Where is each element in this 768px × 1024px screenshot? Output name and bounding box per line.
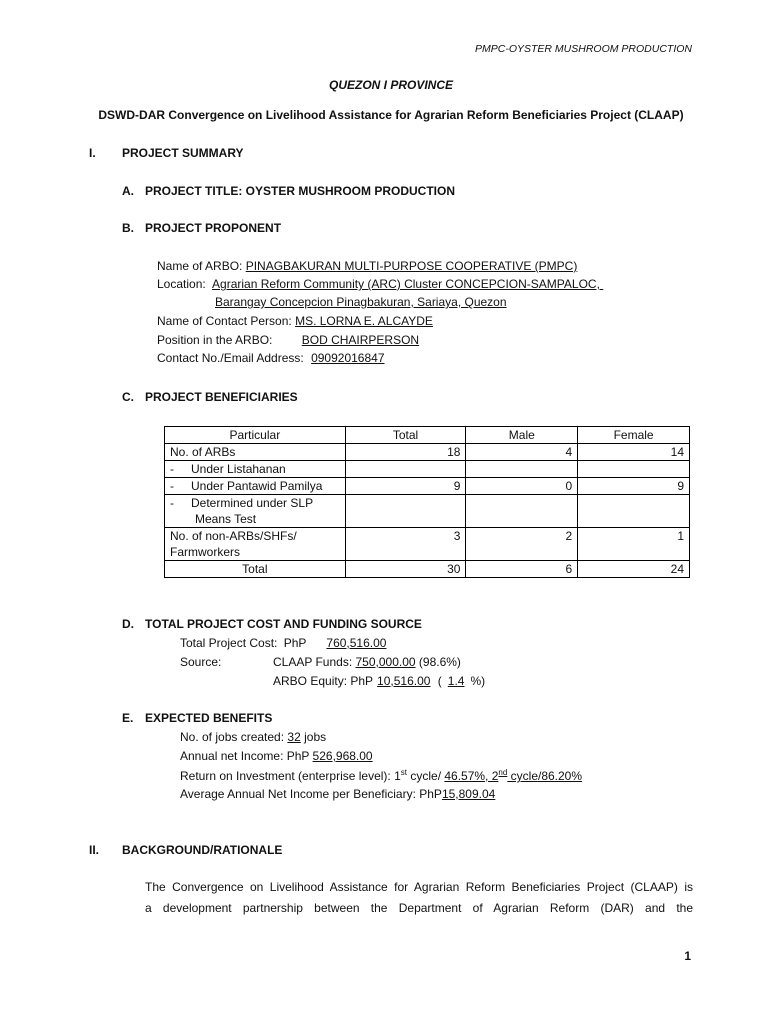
row-label-text: Under Pantawid Pamilya <box>191 479 323 493</box>
row-label-text-2: Means Test <box>195 512 257 526</box>
table-row <box>165 478 690 495</box>
equity-value: 10,516.00 <box>377 674 431 688</box>
income-label: Annual net Income: PhP <box>180 749 310 763</box>
item-letter: B. <box>122 221 134 235</box>
cell-female <box>578 461 690 478</box>
contact-line <box>157 314 611 328</box>
position-value: BOD CHAIRPERSON <box>301 333 420 347</box>
col-header-particular: Particular <box>165 427 346 444</box>
position-label: Position in the ARBO: <box>157 333 273 347</box>
phone-label: Contact No./Email Address: <box>157 351 304 365</box>
position-line <box>157 333 662 347</box>
page-number: 1 <box>684 949 691 963</box>
income-line <box>180 749 373 763</box>
cell-male: 6 <box>466 561 578 578</box>
cell-male: 0 <box>466 478 578 495</box>
source-label: Source: <box>180 655 222 669</box>
rationale-line-1: The Convergence on Livelihood Assistance for Agrarian Reform Beneficiaries Project (CLAAP) is <box>145 880 693 894</box>
roi-label: Return on Investment (enterprise level): 1 <box>180 769 401 783</box>
province-title: QUEZON I PROVINCE <box>328 78 453 92</box>
location-line <box>157 277 603 291</box>
running-header: PMPC-OYSTER MUSHROOM PRODUCTION <box>474 43 692 55</box>
roi-value-1: 46.57%, 2 <box>444 769 499 783</box>
cell-male <box>466 495 578 528</box>
contact-label: Name of Contact Person: <box>157 314 292 328</box>
cell-female <box>578 495 690 528</box>
cell-total: 18 <box>345 444 466 461</box>
location-line-2 <box>215 295 507 309</box>
rationale-paragraph <box>145 877 693 919</box>
jobs-unit: jobs <box>304 730 327 744</box>
beneficiaries-table <box>164 426 690 578</box>
roi-sup-1: st <box>400 768 408 777</box>
claap-value: 750,000.00 <box>355 655 416 669</box>
row-dash: - <box>170 479 174 493</box>
location-label: Location: <box>157 277 206 291</box>
equity-open: ( <box>437 674 442 688</box>
col-header-female: Female <box>578 427 690 444</box>
item-letter: E. <box>122 711 134 725</box>
avg-income-line <box>180 787 495 801</box>
cost-label: Total Project Cost: <box>180 636 278 650</box>
jobs-value: 32 <box>287 730 301 744</box>
item-letter: A. <box>122 184 134 198</box>
phone-value: 09092016847 <box>311 351 385 365</box>
item-letter: D. <box>122 617 134 631</box>
claap-pct: (98.6%) <box>418 655 461 669</box>
row-label-text: Determined under SLP <box>191 496 314 510</box>
total-cost-line <box>180 636 514 650</box>
row-label: Total <box>165 561 346 578</box>
roi-value-2: cycle/86.20% <box>507 769 583 783</box>
row-label <box>165 495 346 528</box>
table-row <box>165 495 690 528</box>
roi-sup-2: nd <box>498 768 508 777</box>
location-value-2: Barangay Concepcion Pinagbakuran, Sariaya, Quezon <box>215 295 507 309</box>
cell-female: 24 <box>578 561 690 578</box>
phone-line <box>157 351 633 365</box>
cell-total: 3 <box>345 528 466 561</box>
table-row <box>165 461 690 478</box>
cell-female: 9 <box>578 478 690 495</box>
contact-value: MS. LORNA E. ALCAYDE <box>295 314 433 328</box>
claap-line <box>273 655 461 669</box>
section-number: II. <box>89 843 100 857</box>
row-label <box>165 478 346 495</box>
table-total-row <box>165 561 690 578</box>
row-label <box>165 461 346 478</box>
table-row <box>165 528 690 561</box>
section-title: BACKGROUND/RATIONALE <box>122 843 283 857</box>
cell-female: 1 <box>578 528 690 561</box>
arbo-line <box>157 259 577 273</box>
cell-total: 30 <box>345 561 466 578</box>
project-title-line: PROJECT TITLE: OYSTER MUSHROOM PRODUCTION <box>145 184 456 198</box>
avg-label: Average Annual Net Income per Beneficiary: PhP <box>180 787 442 801</box>
income-value: 526,968.00 <box>312 749 373 763</box>
cell-male: 2 <box>466 528 578 561</box>
row-dash: - <box>170 496 174 510</box>
claap-label: CLAAP Funds: <box>273 655 353 669</box>
cell-male <box>466 461 578 478</box>
table-row <box>165 444 690 461</box>
cell-total: 9 <box>345 478 466 495</box>
arbo-value: PINAGBAKURAN MULTI-PURPOSE COOPERATIVE (PMPC) <box>245 259 578 273</box>
cost-prefix: PhP <box>283 636 307 650</box>
section-title: PROJECT SUMMARY <box>122 146 244 160</box>
row-label-text: Under Listahanan <box>191 462 286 476</box>
row-label-text: No. of non-ARBs/SHFs/ <box>170 529 297 543</box>
jobs-label: No. of jobs created: <box>180 730 285 744</box>
rationale-line-2: a development partnership between the Department of Agrarian Reform (DAR) and the <box>145 901 693 915</box>
row-label-text-2: Farmworkers <box>170 545 241 559</box>
equity-line <box>273 674 485 688</box>
equity-close: %) <box>470 674 486 688</box>
avg-value: 15,809.04 <box>441 787 496 801</box>
roi-line <box>180 768 582 783</box>
arbo-label: Name of ARBO: <box>157 259 243 273</box>
cell-total <box>345 461 466 478</box>
row-label: No. of ARBs <box>165 444 346 461</box>
item-letter: C. <box>122 390 134 404</box>
cell-total <box>345 495 466 528</box>
cost-heading: TOTAL PROJECT COST AND FUNDING SOURCE <box>145 617 422 631</box>
roi-mid: cycle/ <box>407 769 445 783</box>
equity-pct: 1.4 <box>447 674 465 688</box>
beneficiaries-heading: PROJECT BENEFICIARIES <box>145 390 298 404</box>
section-number: I. <box>89 146 96 160</box>
row-label <box>165 528 346 561</box>
cell-female: 14 <box>578 444 690 461</box>
proponent-heading: PROJECT PROPONENT <box>145 221 282 235</box>
location-value: Agrarian Reform Community (ARC) Cluster CONCEPCION-SAMPALOC, <box>212 277 600 291</box>
cost-value: 760,516.00 <box>326 636 387 650</box>
table-header-row <box>165 427 690 444</box>
benefits-heading: EXPECTED BENEFITS <box>145 711 273 725</box>
cell-male: 4 <box>466 444 578 461</box>
col-header-total: Total <box>345 427 466 444</box>
col-header-male: Male <box>466 427 578 444</box>
project-full-title: DSWD-DAR Convergence on Livelihood Assistance for Agrarian Reform Beneficiaries Project (CLAAP) <box>98 108 684 122</box>
row-dash: - <box>170 462 174 476</box>
equity-label: ARBO Equity: PhP <box>273 674 374 688</box>
jobs-line <box>180 730 326 744</box>
